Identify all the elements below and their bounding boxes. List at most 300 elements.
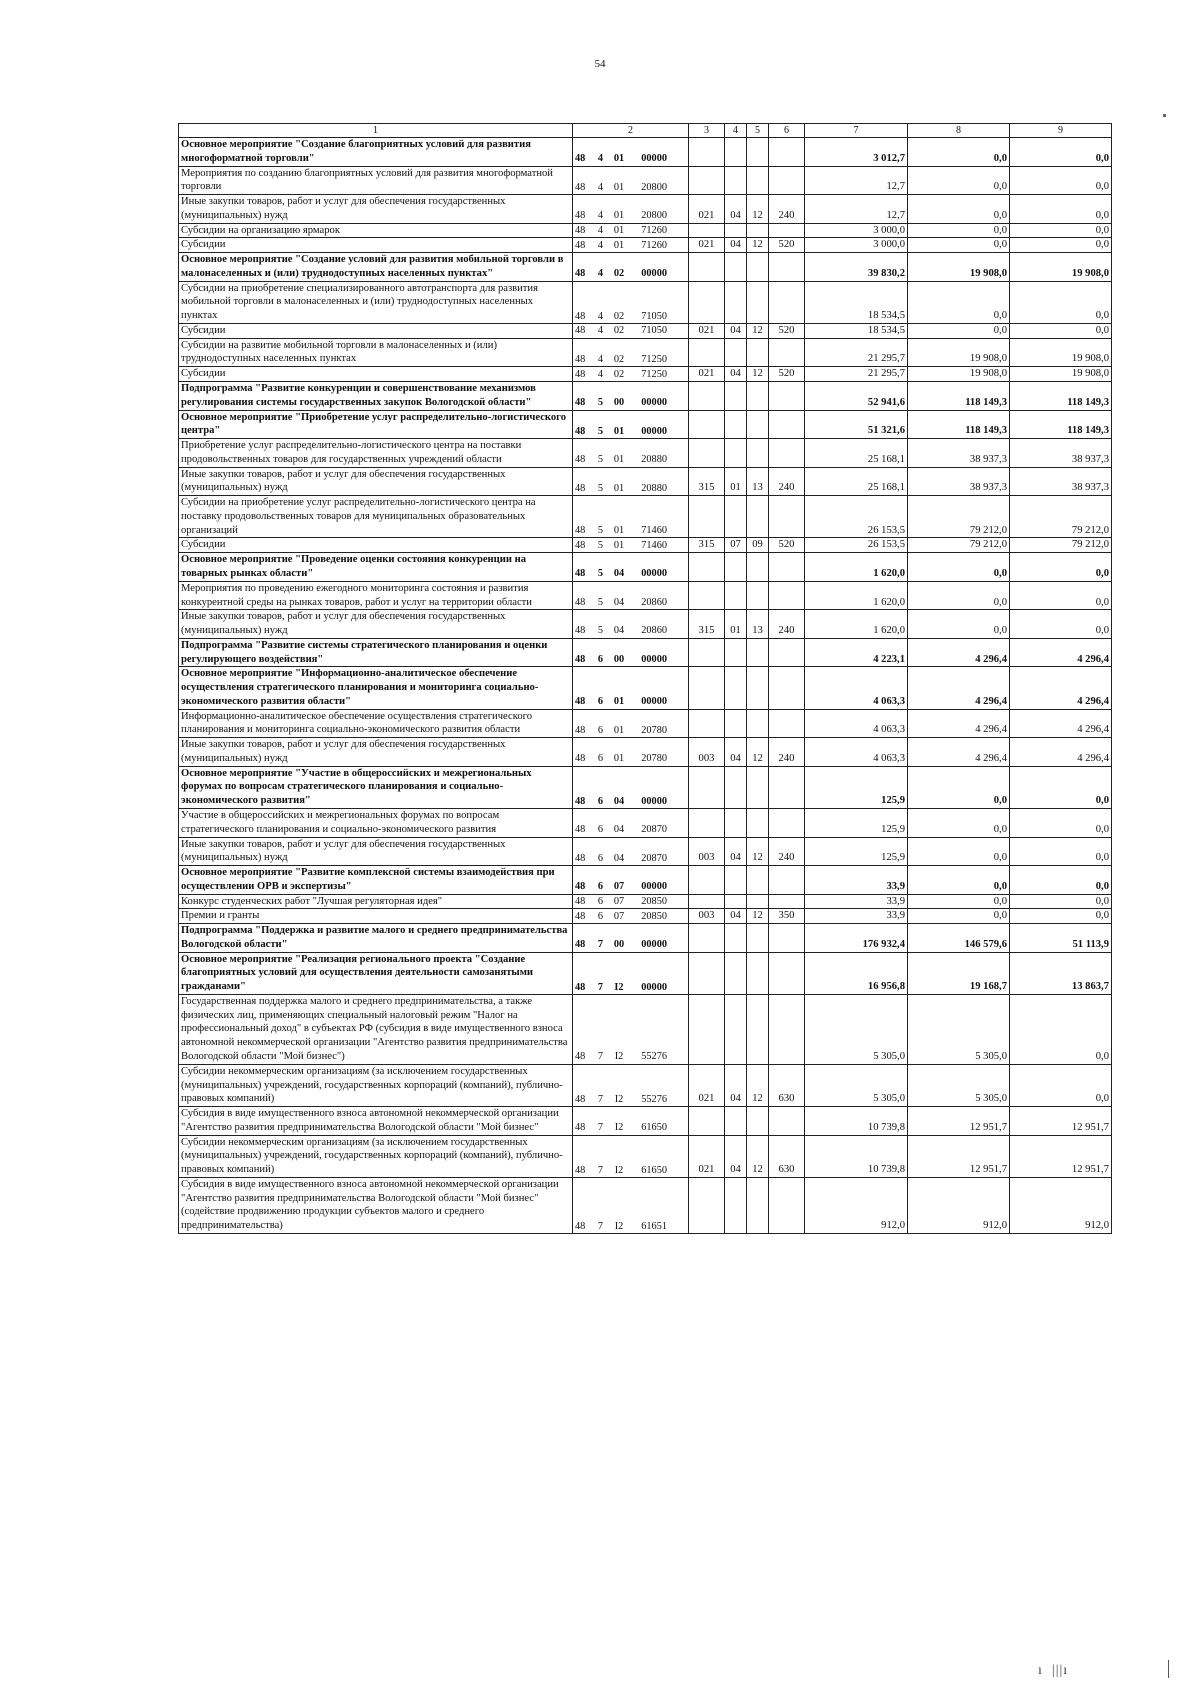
row-col-3 <box>689 638 725 667</box>
code-part: 71050 <box>641 310 667 322</box>
code-part: 20800 <box>641 210 667 222</box>
row-name: Субсидии на приобретение специализированного автотранспорта для развития мобильной торговли в малонаселенных и (или) труднодоступных населенных пунктах <box>179 281 573 323</box>
row-name: Субсидии <box>179 538 573 553</box>
row-name: Конкурс студенческих работ "Лучшая регуляторная идея" <box>179 894 573 909</box>
row-col-3 <box>689 894 725 909</box>
row-value-9: 0,0 <box>1010 166 1112 195</box>
row-col-4: 04 <box>725 1064 747 1106</box>
header-col-9: 9 <box>1010 124 1112 138</box>
row-col-5 <box>747 866 769 895</box>
code-part: 4 <box>597 353 604 365</box>
code-part: 5 <box>597 568 604 580</box>
code-part: 00000 <box>641 268 667 280</box>
row-value-8: 4 296,4 <box>908 709 1010 738</box>
code-part: 6 <box>597 753 604 765</box>
row-col-3 <box>689 952 725 994</box>
table-row <box>179 223 1112 238</box>
code-part: 20860 <box>641 625 667 637</box>
code-part: 4 <box>597 239 604 251</box>
row-value-9: 0,0 <box>1010 866 1112 895</box>
row-col-4: 01 <box>725 467 747 496</box>
code-part: 5 <box>597 625 604 637</box>
row-col-5 <box>747 894 769 909</box>
row-value-8: 0,0 <box>908 610 1010 639</box>
row-col-3: 021 <box>689 1135 725 1177</box>
row-col-4 <box>725 952 747 994</box>
row-col-5 <box>747 581 769 610</box>
code-part: 5 <box>597 425 604 437</box>
row-value-9: 13 863,7 <box>1010 952 1112 994</box>
row-col-5 <box>747 496 769 538</box>
code-part: 20850 <box>641 910 667 922</box>
row-value-7: 4 063,3 <box>805 709 908 738</box>
row-col-3 <box>689 808 725 837</box>
row-value-9: 0,0 <box>1010 281 1112 323</box>
code-part: 00000 <box>641 696 667 708</box>
row-col-5 <box>747 952 769 994</box>
row-code <box>573 238 689 253</box>
code-part: 4 <box>597 268 604 280</box>
row-col-4 <box>725 1107 747 1136</box>
row-col-6 <box>769 1107 805 1136</box>
row-col-6 <box>769 667 805 709</box>
row-value-8: 38 937,3 <box>908 439 1010 468</box>
row-code <box>573 367 689 382</box>
row-col-5 <box>747 638 769 667</box>
row-value-8: 5 305,0 <box>908 994 1010 1064</box>
row-value-8: 0,0 <box>908 323 1010 338</box>
row-col-6 <box>769 638 805 667</box>
row-name: Государственная поддержка малого и среднего предпринимательства, а также физических лиц, применяющих специальный налоговый режим "Налог на профессиональный доход" в субъектах РФ (субсидия в виде имущественного взноса автономной некоммерческой организации "Агентство развития предпринимательства Вологодской области "Мой бизнес") <box>179 994 573 1064</box>
row-value-7: 3 000,0 <box>805 238 908 253</box>
table-row <box>179 138 1112 167</box>
row-value-7: 21 295,7 <box>805 338 908 367</box>
row-col-5: 12 <box>747 909 769 924</box>
code-part: I2 <box>614 1164 624 1176</box>
row-col-6: 240 <box>769 467 805 496</box>
row-value-8: 0,0 <box>908 837 1010 866</box>
row-value-9: 79 212,0 <box>1010 496 1112 538</box>
table-row <box>179 610 1112 639</box>
row-name: Субсидии <box>179 323 573 338</box>
row-name: Субсидия в виде имущественного взноса автономной некоммерческой организации "Агентство развития предпринимательства Вологодской области "Мой бизнес" (содействие продвижению продукции субъектов малого и среднего предпринимательства) <box>179 1177 573 1233</box>
row-value-9: 0,0 <box>1010 894 1112 909</box>
row-col-3: 315 <box>689 467 725 496</box>
row-col-3 <box>689 1107 725 1136</box>
row-col-6 <box>769 382 805 411</box>
code-part: 07 <box>613 895 625 907</box>
row-value-9: 51 113,9 <box>1010 924 1112 953</box>
row-value-7: 4 063,3 <box>805 667 908 709</box>
row-col-5 <box>747 439 769 468</box>
row-value-7: 3 000,0 <box>805 223 908 238</box>
row-name: Основное мероприятие "Создание благоприятных условий для развития многоформатной торговли" <box>179 138 573 167</box>
row-name: Подпрограмма "Развитие конкуренции и совершенствование механизмов регулирования системы государственных закупок Вологодской области" <box>179 382 573 411</box>
code-part: 02 <box>613 353 625 365</box>
code-part: 20880 <box>641 482 667 494</box>
row-col-6: 520 <box>769 367 805 382</box>
code-part: 71460 <box>641 525 667 537</box>
code-part: 7 <box>597 1051 604 1063</box>
row-value-9: 0,0 <box>1010 766 1112 808</box>
row-col-6 <box>769 410 805 439</box>
code-part: 7 <box>597 1093 604 1105</box>
row-code <box>573 1064 689 1106</box>
row-code <box>573 338 689 367</box>
row-col-6 <box>769 223 805 238</box>
row-value-8: 0,0 <box>908 581 1010 610</box>
table-row <box>179 709 1112 738</box>
code-part: 00000 <box>641 153 667 165</box>
row-value-9: 0,0 <box>1010 223 1112 238</box>
code-part: 48 <box>575 795 586 807</box>
table-row <box>179 382 1112 411</box>
row-code <box>573 667 689 709</box>
row-value-8: 0,0 <box>908 281 1010 323</box>
row-value-8: 146 579,6 <box>908 924 1010 953</box>
code-part: 48 <box>575 181 586 193</box>
page-number: 54 <box>594 58 606 70</box>
row-col-3 <box>689 410 725 439</box>
row-col-6 <box>769 338 805 367</box>
row-col-4 <box>725 166 747 195</box>
row-col-4 <box>725 338 747 367</box>
row-code <box>573 138 689 167</box>
row-code <box>573 894 689 909</box>
row-value-9: 118 149,3 <box>1010 410 1112 439</box>
code-part: 00000 <box>641 568 667 580</box>
code-part: 48 <box>575 852 586 864</box>
row-col-5 <box>747 994 769 1064</box>
row-value-7: 4 063,3 <box>805 738 908 767</box>
code-part: 71250 <box>641 368 667 380</box>
row-col-4 <box>725 667 747 709</box>
row-code <box>573 638 689 667</box>
table-row <box>179 238 1112 253</box>
row-col-5 <box>747 924 769 953</box>
row-col-5: 09 <box>747 538 769 553</box>
code-part: 48 <box>575 482 586 494</box>
code-part: 48 <box>575 824 586 836</box>
table-row <box>179 909 1112 924</box>
code-part: 48 <box>575 753 586 765</box>
code-part: 01 <box>613 696 625 708</box>
row-value-7: 4 223,1 <box>805 638 908 667</box>
row-name: Субсидии на развитие мобильной торговли в малонаселенных и (или) труднодоступных населенных пунктах <box>179 338 573 367</box>
scan-marks: ı |||ı <box>1038 1663 1069 1678</box>
row-col-6: 350 <box>769 909 805 924</box>
row-code <box>573 909 689 924</box>
row-code <box>573 382 689 411</box>
row-value-8: 118 149,3 <box>908 382 1010 411</box>
row-value-9: 4 296,4 <box>1010 738 1112 767</box>
row-value-7: 125,9 <box>805 766 908 808</box>
code-part: 6 <box>597 724 604 736</box>
row-col-6: 630 <box>769 1135 805 1177</box>
code-part: 7 <box>597 1122 604 1134</box>
code-part: 7 <box>597 981 604 993</box>
row-value-8: 4 296,4 <box>908 667 1010 709</box>
row-col-5 <box>747 709 769 738</box>
code-part: 02 <box>613 310 625 322</box>
row-value-7: 25 168,1 <box>805 467 908 496</box>
code-part: 01 <box>613 539 625 551</box>
row-value-9: 0,0 <box>1010 323 1112 338</box>
table-row <box>179 1107 1112 1136</box>
table-row <box>179 281 1112 323</box>
table-row <box>179 538 1112 553</box>
row-value-9: 912,0 <box>1010 1177 1112 1233</box>
row-col-3 <box>689 281 725 323</box>
row-value-9: 0,0 <box>1010 837 1112 866</box>
row-col-6 <box>769 581 805 610</box>
row-code <box>573 281 689 323</box>
code-part: 71460 <box>641 539 667 551</box>
row-col-3 <box>689 924 725 953</box>
code-part: 48 <box>575 1164 586 1176</box>
row-col-5: 12 <box>747 1135 769 1177</box>
table-row <box>179 667 1112 709</box>
row-value-7: 18 534,5 <box>805 323 908 338</box>
row-col-4 <box>725 638 747 667</box>
code-part: 48 <box>575 224 586 236</box>
row-col-5 <box>747 667 769 709</box>
code-part: 00 <box>613 653 625 665</box>
code-part: 01 <box>613 454 625 466</box>
row-code <box>573 581 689 610</box>
code-part: 48 <box>575 397 586 409</box>
row-value-7: 25 168,1 <box>805 439 908 468</box>
row-code <box>573 1107 689 1136</box>
code-part: I2 <box>614 981 624 993</box>
code-part: 04 <box>613 824 625 836</box>
row-value-8: 0,0 <box>908 766 1010 808</box>
row-code <box>573 538 689 553</box>
row-value-7: 1 620,0 <box>805 581 908 610</box>
row-value-8: 79 212,0 <box>908 496 1010 538</box>
row-col-3: 003 <box>689 738 725 767</box>
row-col-5: 12 <box>747 367 769 382</box>
row-value-7: 51 321,6 <box>805 410 908 439</box>
row-value-9: 79 212,0 <box>1010 538 1112 553</box>
row-value-8: 19 908,0 <box>908 338 1010 367</box>
code-part: 00000 <box>641 881 667 893</box>
row-col-5 <box>747 338 769 367</box>
table-body <box>179 138 1112 1234</box>
code-part: 48 <box>575 425 586 437</box>
code-part: 4 <box>597 181 604 193</box>
row-col-3: 021 <box>689 195 725 224</box>
row-value-7: 26 153,5 <box>805 538 908 553</box>
row-name: Основное мероприятие "Информационно-аналитическое обеспечение осуществления стратегического планирования и мониторинга социально-экономического развития области" <box>179 667 573 709</box>
code-part: 00 <box>613 939 625 951</box>
row-value-8: 0,0 <box>908 553 1010 582</box>
table-row <box>179 1064 1112 1106</box>
row-value-8: 0,0 <box>908 909 1010 924</box>
row-col-5: 12 <box>747 1064 769 1106</box>
row-col-4: 04 <box>725 367 747 382</box>
header-row <box>179 124 1112 138</box>
row-value-8: 0,0 <box>908 166 1010 195</box>
row-col-4: 04 <box>725 837 747 866</box>
code-part: 5 <box>597 454 604 466</box>
row-col-4: 07 <box>725 538 747 553</box>
code-part: 5 <box>597 539 604 551</box>
row-col-4: 04 <box>725 909 747 924</box>
row-col-3 <box>689 439 725 468</box>
code-part: 01 <box>613 525 625 537</box>
row-code <box>573 410 689 439</box>
row-value-8: 0,0 <box>908 138 1010 167</box>
row-col-5: 12 <box>747 837 769 866</box>
code-part: 4 <box>597 325 604 337</box>
row-value-7: 16 956,8 <box>805 952 908 994</box>
row-value-7: 10 739,8 <box>805 1135 908 1177</box>
row-col-5 <box>747 1177 769 1233</box>
row-col-3: 021 <box>689 238 725 253</box>
row-value-9: 38 937,3 <box>1010 467 1112 496</box>
table-row <box>179 553 1112 582</box>
code-part: 20800 <box>641 181 667 193</box>
row-value-7: 18 534,5 <box>805 281 908 323</box>
row-col-4 <box>725 553 747 582</box>
row-col-4 <box>725 894 747 909</box>
row-name: Приобретение услуг распределительно-логистического центра на поставки продовольственных товаров для государственных учреждений области <box>179 439 573 468</box>
row-value-7: 912,0 <box>805 1177 908 1233</box>
code-part: 20870 <box>641 852 667 864</box>
row-col-3: 315 <box>689 610 725 639</box>
row-col-6: 240 <box>769 610 805 639</box>
row-col-5: 12 <box>747 195 769 224</box>
code-part: 55276 <box>641 1093 667 1105</box>
row-code <box>573 837 689 866</box>
row-name: Субсидия в виде имущественного взноса автономной некоммерческой организации "Агентство развития предпринимательства Вологодской области "Мой бизнес" <box>179 1107 573 1136</box>
row-value-7: 5 305,0 <box>805 1064 908 1106</box>
code-part: 01 <box>613 425 625 437</box>
code-part: 01 <box>613 753 625 765</box>
table-row <box>179 253 1112 282</box>
row-col-3 <box>689 766 725 808</box>
code-part: 48 <box>575 1093 586 1105</box>
table-row <box>179 367 1112 382</box>
row-col-3: 315 <box>689 538 725 553</box>
row-code <box>573 866 689 895</box>
code-part: 01 <box>613 181 625 193</box>
code-part: 7 <box>597 1164 604 1176</box>
row-name: Иные закупки товаров, работ и услуг для обеспечения государственных (муниципальных) нужд <box>179 837 573 866</box>
row-value-8: 79 212,0 <box>908 538 1010 553</box>
row-col-4 <box>725 382 747 411</box>
row-col-3 <box>689 994 725 1064</box>
row-col-6 <box>769 138 805 167</box>
row-value-9: 0,0 <box>1010 808 1112 837</box>
row-value-7: 39 830,2 <box>805 253 908 282</box>
row-code <box>573 166 689 195</box>
row-value-9: 19 908,0 <box>1010 338 1112 367</box>
row-col-6 <box>769 281 805 323</box>
code-part: 01 <box>613 153 625 165</box>
code-part: 48 <box>575 1122 586 1134</box>
row-col-3 <box>689 1177 725 1233</box>
row-name: Субсидии <box>179 367 573 382</box>
row-value-9: 0,0 <box>1010 553 1112 582</box>
row-name: Основное мероприятие "Развитие комплексной системы взаимодействия при осуществлении ОРВ и экспертизы" <box>179 866 573 895</box>
row-value-9: 0,0 <box>1010 138 1112 167</box>
table-row <box>179 952 1112 994</box>
table-row <box>179 808 1112 837</box>
row-name: Иные закупки товаров, работ и услуг для обеспечения государственных (муниципальных) нужд <box>179 467 573 496</box>
code-part: 48 <box>575 568 586 580</box>
code-part: 04 <box>613 596 625 608</box>
row-value-8: 0,0 <box>908 238 1010 253</box>
row-value-9: 0,0 <box>1010 238 1112 253</box>
code-part: 48 <box>575 454 586 466</box>
table-row <box>179 866 1112 895</box>
code-part: 4 <box>597 210 604 222</box>
code-part: 00000 <box>641 425 667 437</box>
row-code <box>573 808 689 837</box>
row-col-6 <box>769 808 805 837</box>
code-part: 20780 <box>641 724 667 736</box>
row-col-3: 003 <box>689 837 725 866</box>
row-value-7: 10 739,8 <box>805 1107 908 1136</box>
row-col-3: 003 <box>689 909 725 924</box>
row-col-5 <box>747 138 769 167</box>
table-row <box>179 738 1112 767</box>
row-value-7: 12,7 <box>805 195 908 224</box>
code-part: 71260 <box>641 224 667 236</box>
row-code <box>573 195 689 224</box>
row-col-4: 04 <box>725 738 747 767</box>
code-part: 6 <box>597 910 604 922</box>
row-col-5 <box>747 166 769 195</box>
table-row <box>179 1135 1112 1177</box>
row-code <box>573 323 689 338</box>
row-code <box>573 994 689 1064</box>
row-name: Основное мероприятие "Реализация регионального проекта "Создание благоприятных условий для осуществления деятельности самозанятыми гражданами" <box>179 952 573 994</box>
code-part: 71260 <box>641 239 667 251</box>
row-col-6 <box>769 1177 805 1233</box>
row-name: Иные закупки товаров, работ и услуг для обеспечения государственных (муниципальных) нужд <box>179 610 573 639</box>
row-value-7: 1 620,0 <box>805 610 908 639</box>
row-col-5: 12 <box>747 238 769 253</box>
row-code <box>573 1177 689 1233</box>
row-col-6 <box>769 496 805 538</box>
row-name: Основное мероприятие "Участие в общероссийских и межрегиональных форумах по вопросам стратегического планирования и социально-экономического развития" <box>179 766 573 808</box>
code-part: 01 <box>613 224 625 236</box>
code-part: 20880 <box>641 454 667 466</box>
code-part: 04 <box>613 852 625 864</box>
row-name: Премии и гранты <box>179 909 573 924</box>
code-part: 61650 <box>641 1164 667 1176</box>
row-col-3 <box>689 253 725 282</box>
row-col-6 <box>769 166 805 195</box>
row-col-4 <box>725 924 747 953</box>
row-value-7: 3 012,7 <box>805 138 908 167</box>
code-part: 48 <box>575 210 586 222</box>
row-col-3 <box>689 667 725 709</box>
code-part: 20850 <box>641 895 667 907</box>
row-value-8: 38 937,3 <box>908 467 1010 496</box>
code-part: 5 <box>597 397 604 409</box>
row-name: Субсидии некоммерческим организациям (за исключением государственных (муниципальных) учреждений, государственных корпораций (компаний), публично-правовых компаний) <box>179 1064 573 1106</box>
row-value-8: 19 908,0 <box>908 367 1010 382</box>
row-code <box>573 439 689 468</box>
row-col-5 <box>747 410 769 439</box>
row-col-5: 12 <box>747 738 769 767</box>
table-row <box>179 323 1112 338</box>
row-col-6 <box>769 994 805 1064</box>
